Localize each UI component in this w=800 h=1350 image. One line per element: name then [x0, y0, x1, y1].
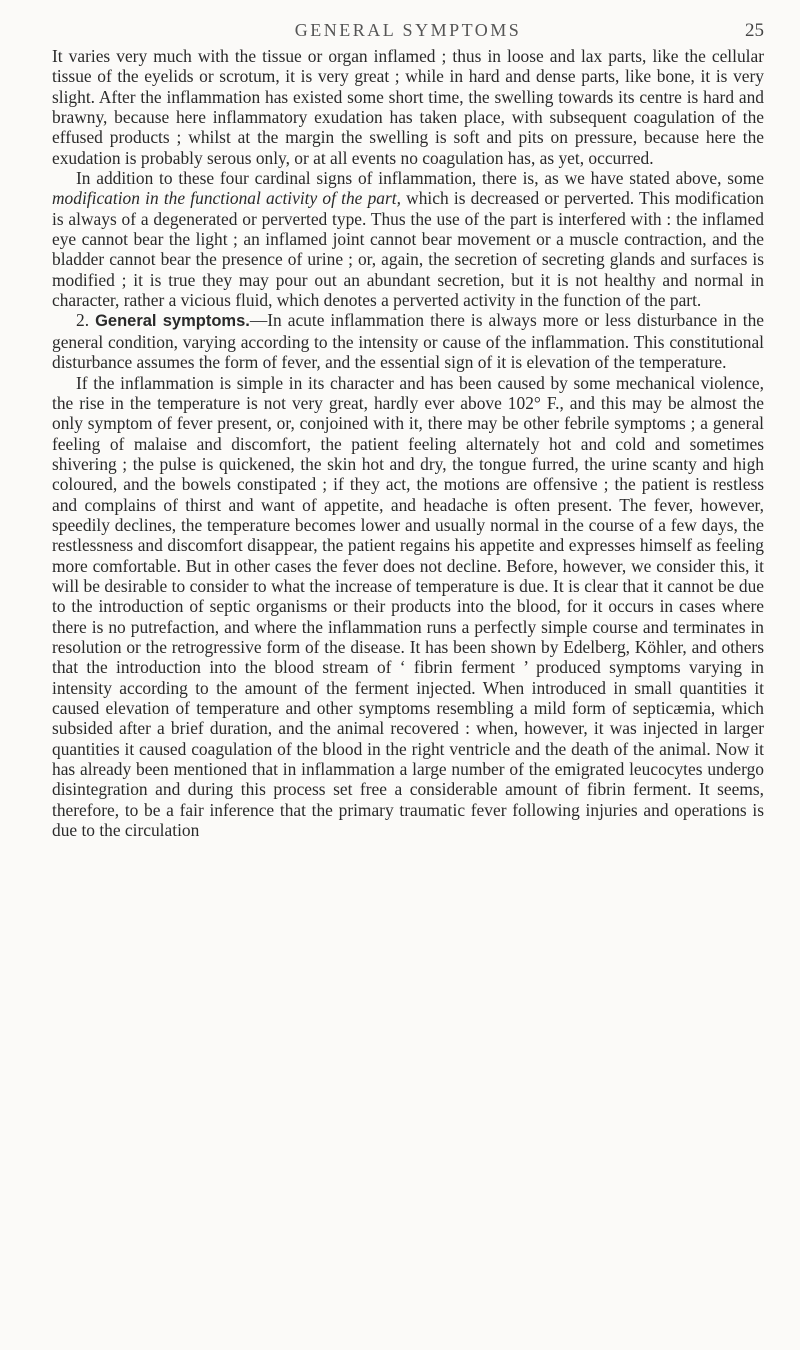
paragraph-text: —In acute inflammation there is always more or less disturbance in the general condition, varying according to the intensity or cause of the inflammation. This constitutional disturbance assumes the form of fever, and the essential sign of it is elevation of the temperature.	[52, 310, 765, 373]
page-number: 25	[745, 20, 764, 41]
paragraph-function	[52, 168, 764, 310]
running-title: GENERAL SYMPTOMS	[294, 20, 522, 40]
paragraph-text: In addition to these four cardinal signs of inflammation, there is, as we have stated above, some	[76, 168, 764, 189]
paragraph-fever	[52, 373, 764, 841]
paragraph-text: which is decreased or perverted. This modification is always of a degenerated or perverted type. Thus the use of the part is interfered with : the inflamed eye cannot bear the light ; an inflamed joint cannot bear movement or a muscle contraction, and the bladder cannot bear the presence of urine ; or, again, the secretion of secreting glands and surfaces is modified ; it is true they may pour out an abundant secretion, but it is not healthy and normal in character, rather a vicious fluid, which denotes a perverted activity in the function of the part.	[52, 188, 764, 311]
book-page	[52, 18, 764, 840]
paragraph-general-symptoms	[52, 310, 764, 372]
paragraph-swelling	[52, 46, 764, 168]
section-heading: General symptoms.	[95, 312, 250, 331]
paragraph-text: If the inflammation is simple in its character and has been caused by some mechanical violence, the rise in the temperature is not very great, hardly ever above 102° F., and this may be almost the only symptom of fever present, or, conjoined with it, there may be other febrile symptoms ; a general feeling of malaise and discomfort, the patient feeling alternately hot and cold and sometimes shivering ; the pulse is quickened, the skin hot and dry, the tongue furred, the urine scanty and high coloured, and the bowels constipated ; if they act, the motions are offensive ; the patient is restless and complains of thirst and want of appetite, and headache is often present. The fever, however, speedily declines, the temperature becomes lower and usually normal in the course of a few days, the restlessness and discomfort disappear, the patient regains his appetite and expresses himself as feeling more comfortable. But in other cases the fever does not decline. Before, however, we consider this, it will be desirable to consider to what the increase of temperature is due. It is clear that it cannot be due to the introduction of septic organisms or their products into the blood, for it occurs in cases where there is no putrefaction, and where the inflammation runs a perfectly simple course and terminates in resolution or the retrogressive form of the disease. It has been shown by Edelberg, Köhler, and others that the introduction into the blood stream of ‘ fibrin ferment ’ produced symptoms varying in intensity according to the amount of the ferment injected. When introduced in small quantities it caused elevation of temperature and other symptoms resembling a mild form of septicæmia, which subsided after a brief duration, and the animal recovered : when, however, it was injected in larger quantities it caused coagulation of the blood in the right ventricle and the death of the animal. Now it has already been mentioned that in inflammation a large number of the emigrated leucocytes undergo disintegration and during this process set free a considerable amount of fibrin ferment. It seems, therefore, to be a fair inference that the primary traumatic fever following injuries and operations is due to the circulation	[52, 372, 764, 841]
emphasized-phrase: modification in the functional activity of the part,	[52, 188, 401, 209]
body-text	[52, 46, 764, 840]
running-head	[52, 18, 764, 42]
section-number: 2.	[76, 310, 90, 331]
paragraph-text: It varies very much with the tissue or organ inflamed ; thus in loose and lax parts, like the cellular tissue of the eyelids or scrotum, it is very great ; while in hard and dense parts, like bone, it is very slight. After the inflammation has existed some short time, the swelling towards its centre is hard and brawny, because here inflammatory exudation has taken place, with subsequent coagulation of the effused products ; whilst at the margin the swelling is soft and pits on pressure, because here the exudation is probably serous only, or at all events no coagulation has, as yet, occurred.	[52, 46, 764, 168]
